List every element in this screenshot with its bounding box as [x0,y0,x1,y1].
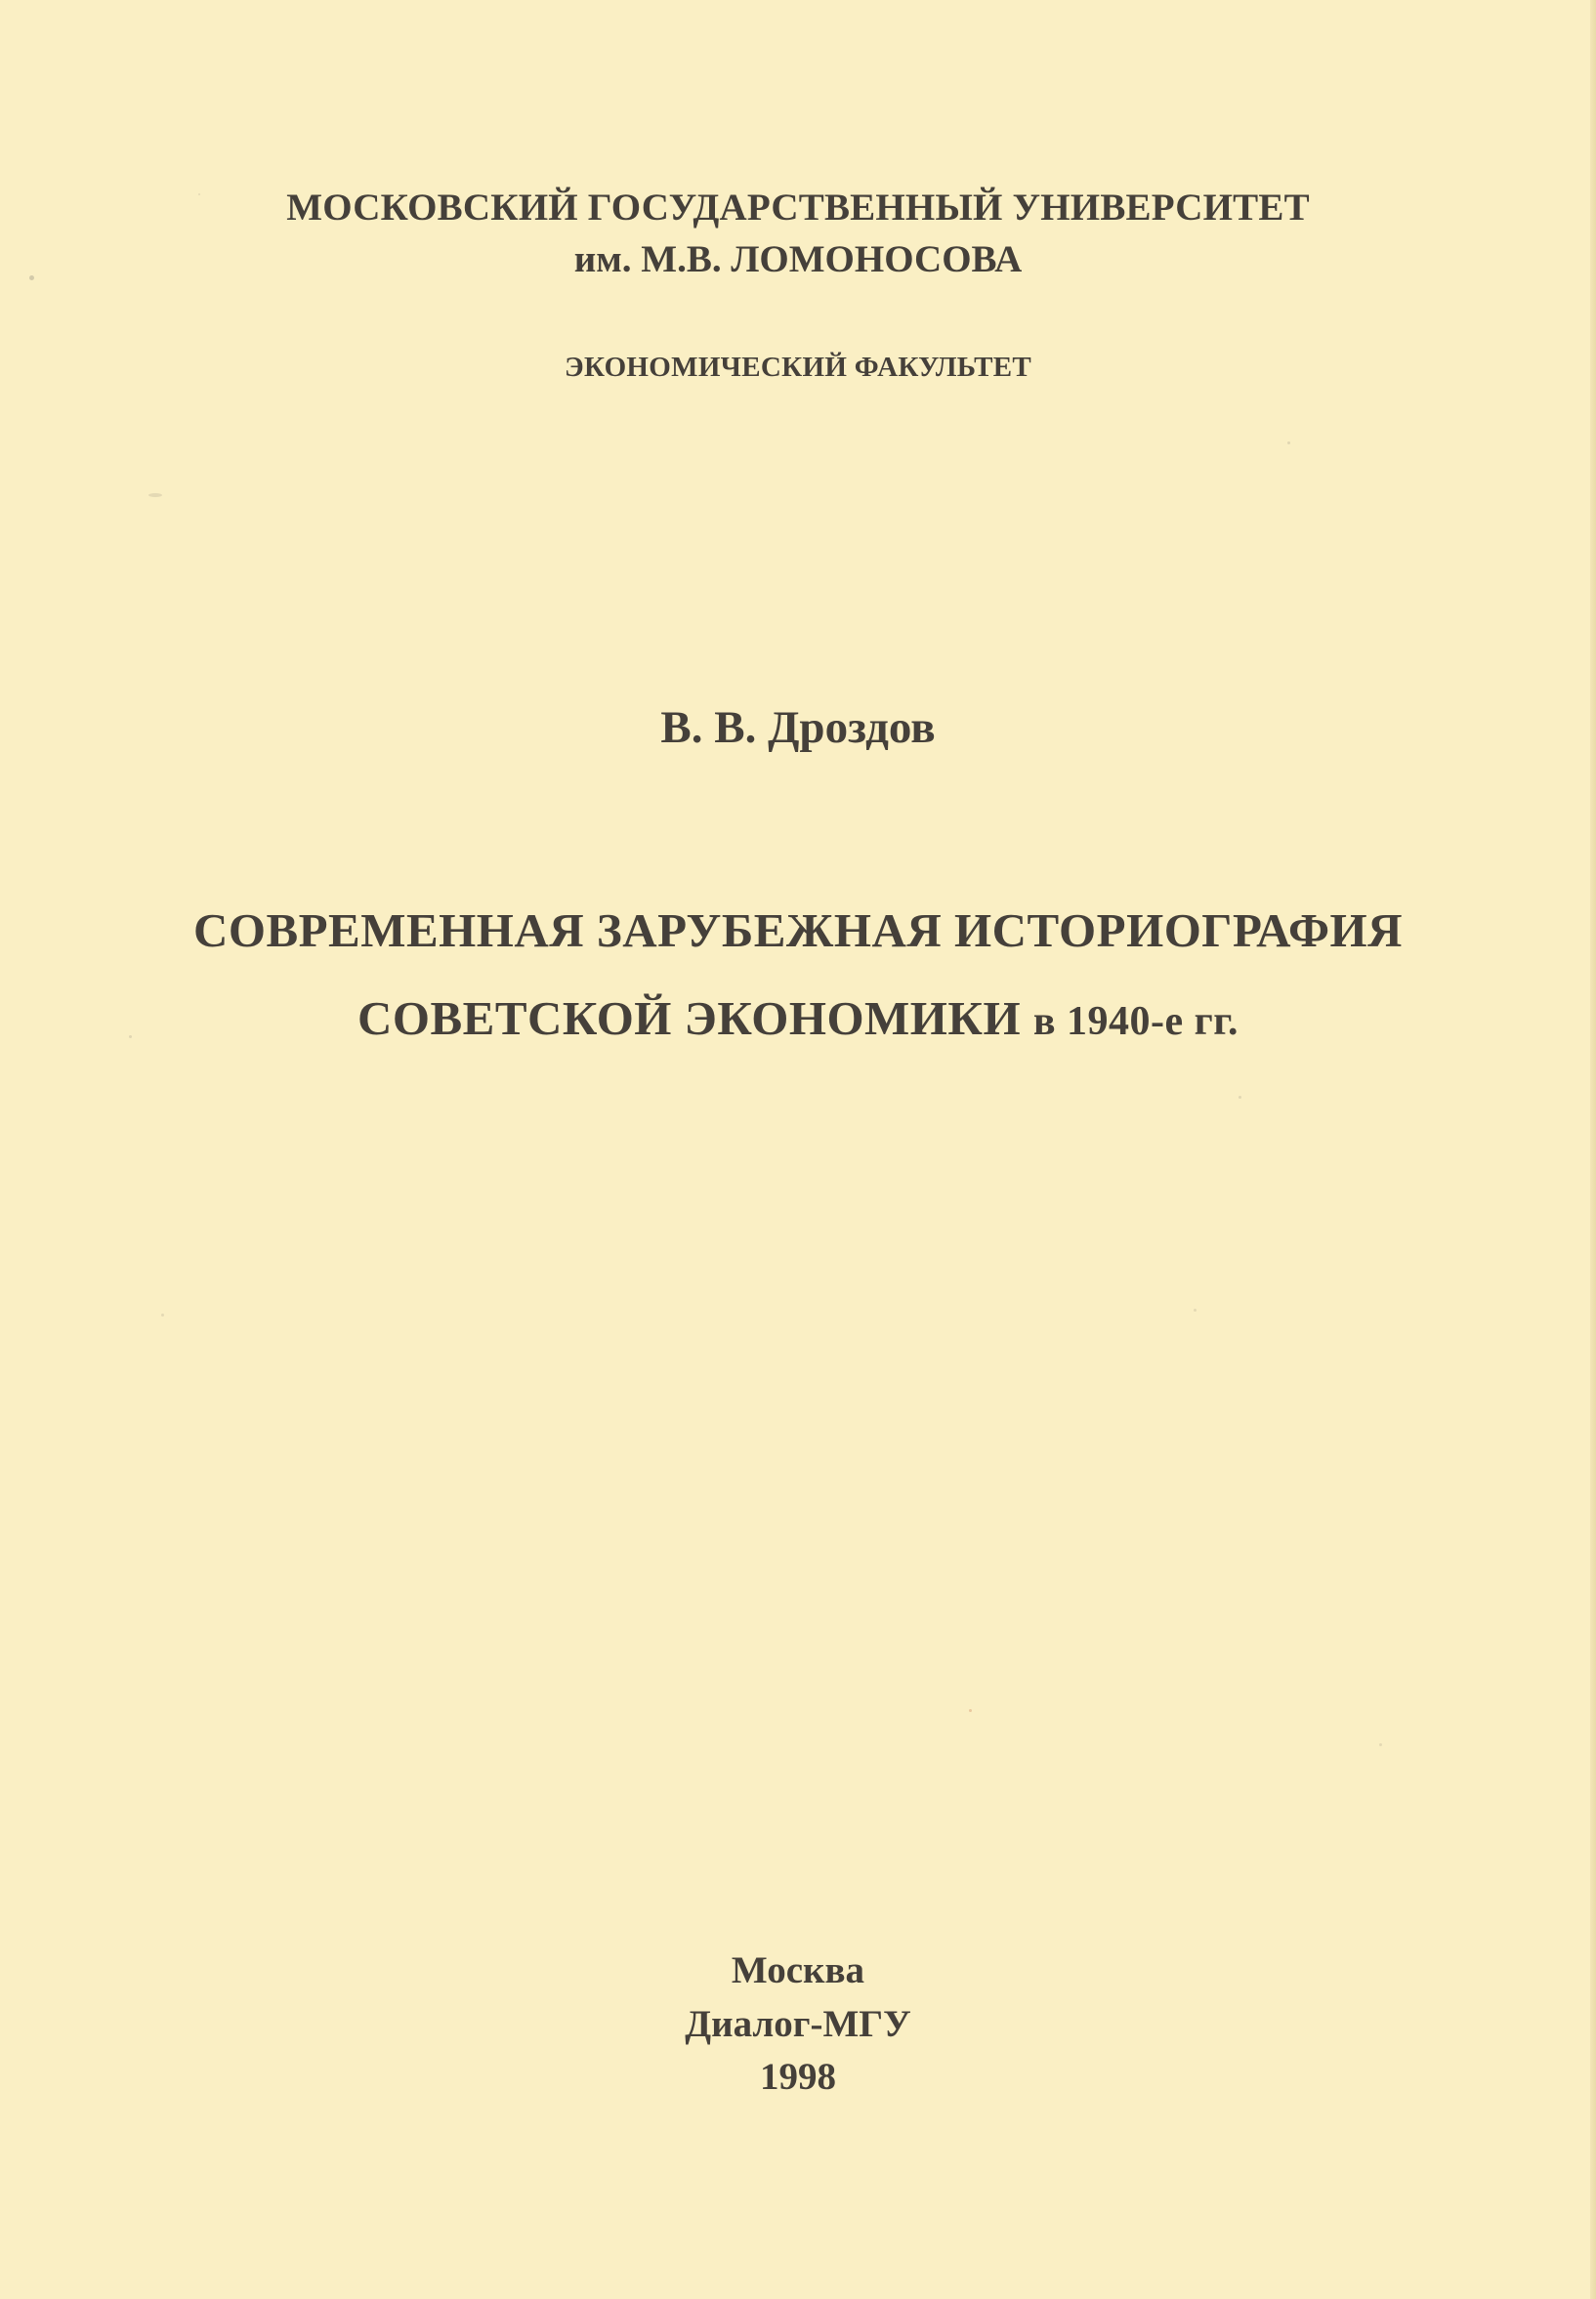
paper-speck [1287,441,1290,444]
page-edge [1590,0,1596,2299]
imprint-publisher: Диалог-МГУ [685,2003,911,2045]
faculty-name: ЭКОНОМИЧЕСКИЙ ФАКУЛЬТЕТ [565,352,1031,383]
paper-speck [129,1035,132,1038]
paper-speck [1239,1096,1241,1099]
paper-speck [1194,1309,1197,1312]
paper-speck [1379,1743,1382,1746]
paper-speck [198,193,200,195]
paper-speck [969,1709,972,1712]
paper-speck [161,1314,164,1317]
paper-speck [148,493,162,497]
imprint-city: Москва [731,1949,865,1991]
author-name: В. В. Дроздов [660,702,936,753]
university-name-line1: МОСКОВСКИЙ ГОСУДАРСТВЕННЫЙ УНИВЕРСИТЕТ [286,187,1310,229]
book-title-line2-main: СОВЕТСКОЙ ЭКОНОМИКИ [357,991,1022,1045]
university-name-line2: им. М.В. ЛОМОНОСОВА [573,238,1023,280]
book-title-line2-tail: в 1940-е гг. [1032,999,1239,1044]
book-title-line1: СОВРЕМЕННАЯ ЗАРУБЕЖНАЯ ИСТОРИОГРАФИЯ [192,903,1404,957]
imprint-year: 1998 [760,2056,836,2098]
book-title-line2 [0,991,1596,1045]
paper-speck [29,275,34,280]
